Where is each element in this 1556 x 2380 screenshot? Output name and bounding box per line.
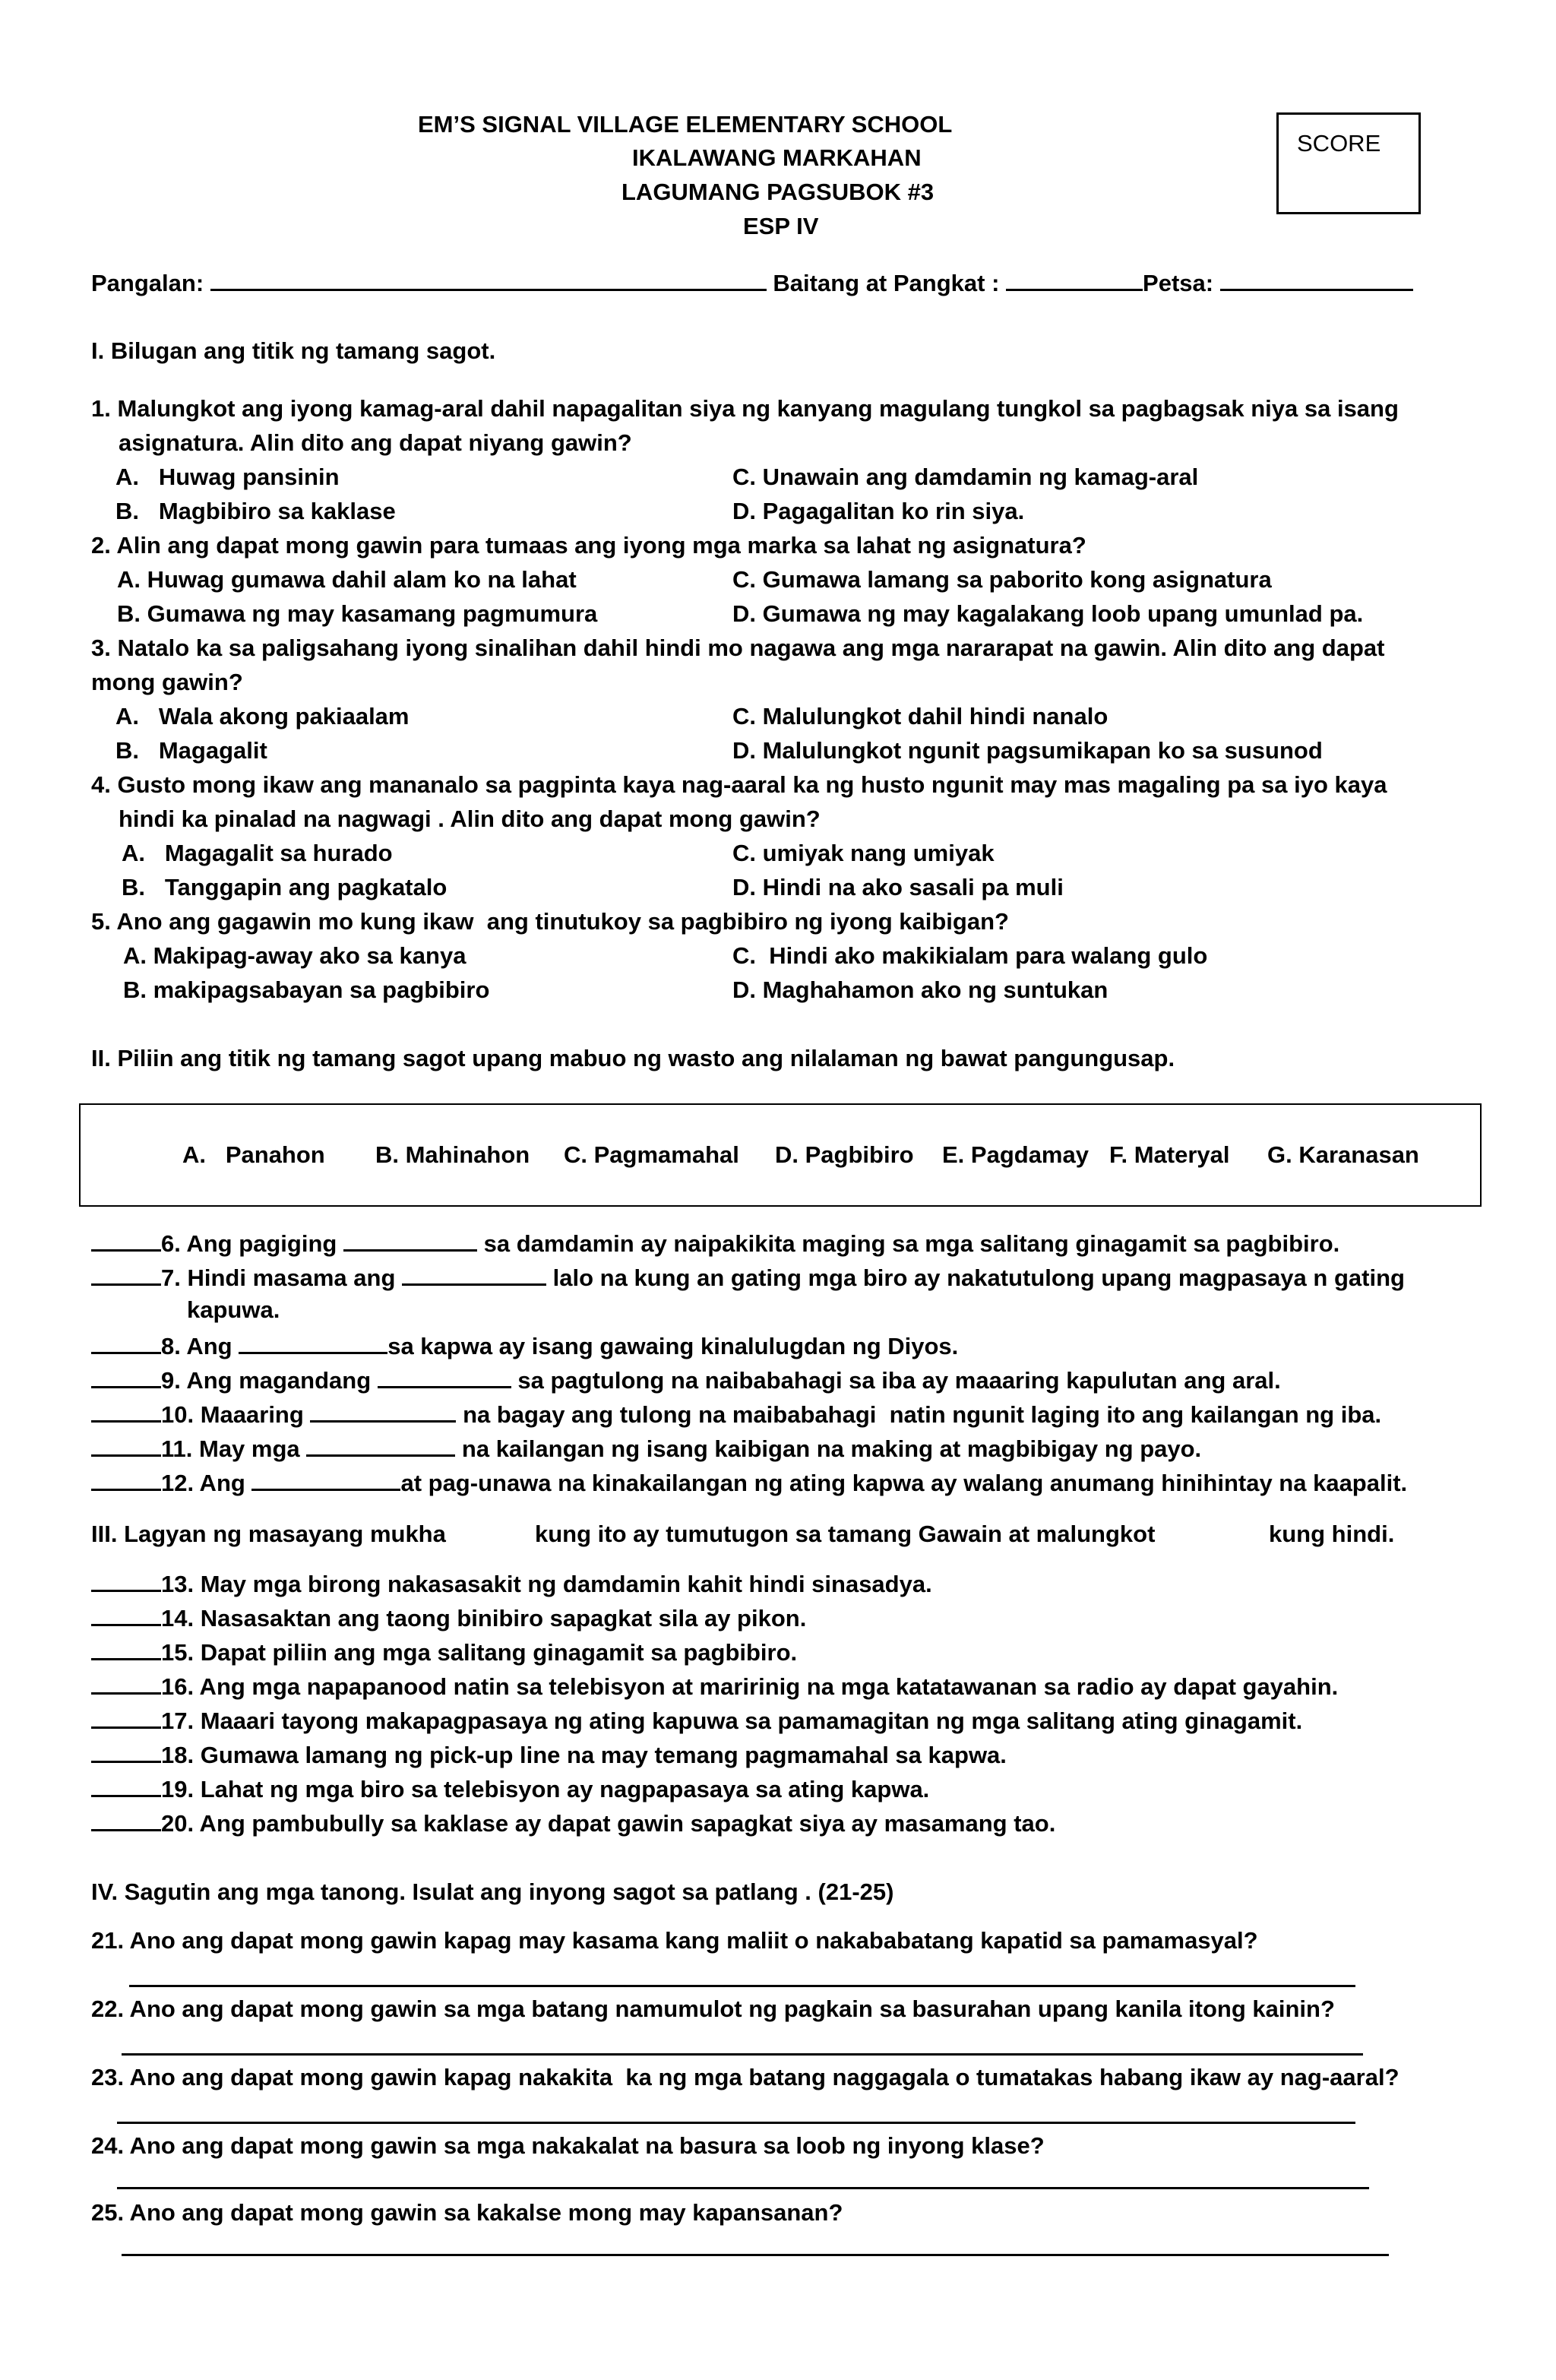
- answer-blank[interactable]: [91, 1366, 161, 1388]
- word-bank-choice-e: E. Pagdamay: [942, 1141, 1089, 1168]
- test-title: LAGUMANG PAGSUBOK #3: [621, 179, 935, 205]
- item-text: 6. Ang pagiging: [161, 1230, 337, 1257]
- q3-choice-d[interactable]: D. Malulungkot ngunit pagsumikapan ko sa susunod: [732, 737, 1323, 764]
- item-text: 10. Maaaring: [161, 1401, 304, 1428]
- part2-instruction: II. Piliin ang titik ng tamang sagot upang mabuo ng wasto ang nilalaman ng bawat pangungusap.: [91, 1045, 1175, 1071]
- item-20: [91, 1809, 1055, 1835]
- item-text: na kailangan ng isang kaibigan na making at magbibigay ng payo.: [461, 1435, 1202, 1462]
- fill-blank[interactable]: [343, 1230, 477, 1252]
- q1-choice-a[interactable]: A. Huwag pansinin: [115, 464, 340, 490]
- answer-blank[interactable]: [91, 1264, 161, 1286]
- item-18: [91, 1741, 1007, 1767]
- item-9: [91, 1366, 1281, 1392]
- question-23: 23. Ano ang dapat mong gawin kapag nakakita ka ng mga batang naggagala o tumatakas habang ikaw ay nag-aaral?: [91, 2064, 1399, 2090]
- question-22: 22. Ano ang dapat mong gawin sa mga batang namumulot ng pagkain sa basurahan upang kanila itong kainin?: [91, 1995, 1335, 2022]
- q1-text-cont: asignatura. Alin dito ang dapat niyang gawin?: [119, 429, 632, 456]
- answer-blank[interactable]: [91, 1673, 161, 1695]
- fill-blank[interactable]: [310, 1400, 456, 1423]
- q3-text: 3. Natalo ka sa paligsahang iyong sinalihan dahil hindi mo nagawa ang mga nararapat na gawin. Alin dito ang dapat: [91, 635, 1385, 661]
- answer-blank[interactable]: [91, 1638, 161, 1660]
- item-15: [91, 1638, 797, 1664]
- fill-blank[interactable]: [402, 1264, 546, 1286]
- q1-choice-d[interactable]: D. Pagagalitan ko rin siya.: [732, 498, 1025, 524]
- q4-text: 4. Gusto mong ikaw ang mananalo sa pagpinta kaya nag-aaral ka ng husto ngunit may mas magaling pa sa iyo kaya: [91, 771, 1387, 798]
- q4-choice-a[interactable]: A. Magagalit sa hurado: [122, 840, 393, 866]
- item-6: [91, 1230, 1339, 1255]
- answer-line-21[interactable]: [129, 1985, 1355, 1987]
- school-name: EM’S SIGNAL VILLAGE ELEMENTARY SCHOOL: [418, 111, 953, 138]
- item-text: 12. Ang: [161, 1470, 245, 1496]
- item-11: [91, 1435, 1201, 1461]
- answer-blank[interactable]: [91, 1435, 161, 1457]
- part3-instruction-end: kung hindi.: [1269, 1521, 1395, 1547]
- subject-title: ESP IV: [743, 213, 819, 239]
- q5-text: 5. Ano ang gagawin mo kung ikaw ang tinutukoy sa pagbibiro ng iyong kaibigan?: [91, 908, 1009, 935]
- q2-choice-c[interactable]: C. Gumawa lamang sa paborito kong asignatura: [732, 566, 1272, 593]
- answer-blank[interactable]: [91, 1775, 161, 1797]
- fill-blank[interactable]: [306, 1435, 455, 1457]
- word-bank-choice-a: A. Panahon: [182, 1141, 325, 1168]
- item-text: 13. May mga birong nakasasakit ng damdamin kahit hindi sinasadya.: [161, 1571, 932, 1597]
- q5-choice-d[interactable]: D. Maghahamon ako ng suntukan: [732, 976, 1108, 1003]
- name-label: Pangalan:: [91, 270, 204, 296]
- item-text: at pag-unawa na kinakailangan ng ating kapwa ay walang anumang hinihintay na kaapalit.: [400, 1470, 1408, 1496]
- part3-instruction: III. Lagyan ng masayang mukha: [91, 1521, 446, 1547]
- item-7-cont: kapuwa.: [187, 1296, 280, 1323]
- answer-blank[interactable]: [91, 1707, 161, 1729]
- q5-choice-a[interactable]: A. Makipag-away ako sa kanya: [123, 942, 466, 969]
- word-bank-choice-f: F. Materyal: [1109, 1141, 1230, 1168]
- fill-blank[interactable]: [251, 1469, 400, 1491]
- quarter-title: IKALAWANG MARKAHAN: [632, 144, 922, 171]
- grade-label: Baitang at Pangkat :: [773, 270, 1000, 296]
- item-text: 15. Dapat piliin ang mga salitang ginagamit sa pagbibiro.: [161, 1639, 798, 1666]
- q4-choice-b[interactable]: B. Tanggapin ang pagkatalo: [122, 874, 448, 900]
- answer-blank[interactable]: [91, 1570, 161, 1592]
- q4-choice-c[interactable]: C. umiyak nang umiyak: [732, 840, 995, 866]
- q4-text-cont: hindi ka pinalad na nagwagi . Alin dito ang dapat mong gawin?: [119, 805, 821, 832]
- part3-instruction-mid: kung ito ay tumutugon sa tamang Gawain at malungkot: [535, 1521, 1156, 1547]
- answer-blank[interactable]: [91, 1230, 161, 1252]
- name-field[interactable]: [210, 269, 767, 291]
- item-text: 20. Ang pambubully sa kaklase ay dapat gawin sapagkat siya ay masamang tao.: [161, 1810, 1056, 1837]
- item-text: 16. Ang mga napapanood natin sa telebisyon at maririnig na mga katatawanan sa radio ay dapat gayahin.: [161, 1673, 1339, 1700]
- q2-choice-b[interactable]: B. Gumawa ng may kasamang pagmumura: [117, 600, 598, 627]
- answer-blank[interactable]: [91, 1809, 161, 1831]
- item-text: sa pagtulong na naibabahagi sa iba ay maaaring kapulutan ang aral.: [517, 1367, 1281, 1394]
- answer-blank[interactable]: [91, 1332, 161, 1354]
- answer-blank[interactable]: [91, 1604, 161, 1626]
- part4-instruction: IV. Sagutin ang mga tanong. Isulat ang inyong sagot sa patlang . (21-25): [91, 1878, 894, 1905]
- answer-blank[interactable]: [91, 1400, 161, 1423]
- question-21: 21. Ano ang dapat mong gawin kapag may kasama kang maliit o nakababatang kapatid sa pamamasyal?: [91, 1927, 1258, 1954]
- q2-choice-a[interactable]: A. Huwag gumawa dahil alam ko na lahat: [117, 566, 577, 593]
- q5-choice-b[interactable]: B. makipagsabayan sa pagbibiro: [123, 976, 490, 1003]
- item-text: 11. May mga: [161, 1435, 300, 1462]
- score-box[interactable]: [1276, 112, 1421, 214]
- item-text: sa damdamin ay naipakikita maging sa mga salitang ginagamit sa pagbibiro.: [483, 1230, 1340, 1257]
- q2-choice-d[interactable]: D. Gumawa ng may kagalakang loob upang umunlad pa.: [732, 600, 1364, 627]
- grade-field[interactable]: [1006, 269, 1143, 291]
- answer-line-22[interactable]: [122, 2053, 1363, 2056]
- student-info-row: [91, 269, 1413, 295]
- answer-line-24[interactable]: [117, 2187, 1369, 2189]
- q3-choice-b[interactable]: B. Magagalit: [115, 737, 267, 764]
- item-17: [91, 1707, 1302, 1733]
- item-text: sa kapwa ay isang gawaing kinalulugdan ng Diyos.: [387, 1333, 959, 1359]
- fill-blank[interactable]: [378, 1366, 511, 1388]
- item-text: 7. Hindi masama ang: [161, 1264, 396, 1291]
- q1-text: 1. Malungkot ang iyong kamag-aral dahil napagalitan siya ng kanyang magulang tungkol sa pagbagsak niya sa isang: [91, 395, 1399, 422]
- item-text: na bagay ang tulong na maibabahagi natin ngunit laging ito ang kailangan ng iba.: [463, 1401, 1382, 1428]
- q3-choice-c[interactable]: C. Malulungkot dahil hindi nanalo: [732, 703, 1108, 730]
- part1-instruction: I. Bilugan ang titik ng tamang sagot.: [91, 337, 496, 364]
- item-text: lalo na kung an gating mga biro ay nakatutulong upang magpasaya n gating: [552, 1264, 1405, 1291]
- item-text: 9. Ang magandang: [161, 1367, 372, 1394]
- q5-choice-c[interactable]: C. Hindi ako makikialam para walang gulo: [732, 942, 1208, 969]
- item-text: 17. Maaari tayong makapagpasaya ng ating kapuwa sa pamamagitan ng mga salitang ating ginagamit.: [161, 1707, 1303, 1734]
- word-bank-choice-g: G. Karanasan: [1267, 1141, 1419, 1168]
- date-label: Petsa:: [1143, 270, 1214, 296]
- item-10: [91, 1400, 1381, 1426]
- item-7: [91, 1264, 1405, 1290]
- q3-text-cont: mong gawin?: [91, 669, 243, 695]
- question-24: 24. Ano ang dapat mong gawin sa mga nakakalat na basura sa loob ng inyong klase?: [91, 2132, 1045, 2159]
- score-label: SCORE: [1297, 130, 1381, 157]
- answer-blank[interactable]: [91, 1469, 161, 1491]
- item-text: 14. Nasasaktan ang taong binibiro sapagkat sila ay pikon.: [161, 1605, 807, 1632]
- q1-choice-c[interactable]: C. Unawain ang damdamin ng kamag-aral: [732, 464, 1199, 490]
- word-bank-choice-b: B. Mahinahon: [375, 1141, 530, 1168]
- item-text: 8. Ang: [161, 1333, 232, 1359]
- item-text: 19. Lahat ng mga biro sa telebisyon ay nagpapasaya sa ating kapwa.: [161, 1776, 930, 1802]
- item-text: 18. Gumawa lamang ng pick-up line na may temang pagmamahal sa kapwa.: [161, 1742, 1007, 1768]
- answer-blank[interactable]: [91, 1741, 161, 1763]
- date-field[interactable]: [1220, 269, 1413, 291]
- item-14: [91, 1604, 806, 1630]
- item-16: [91, 1673, 1338, 1698]
- word-bank-choice-c: C. Pagmamahal: [564, 1141, 739, 1168]
- q3-choice-a[interactable]: A. Wala akong pakiaalam: [115, 703, 410, 730]
- q1-choice-b[interactable]: B. Magbibiro sa kaklase: [115, 498, 396, 524]
- q2-text: 2. Alin ang dapat mong gawin para tumaas ang iyong mga marka sa lahat ng asignatura?: [91, 532, 1086, 559]
- answer-line-25[interactable]: [122, 2254, 1389, 2256]
- fill-blank[interactable]: [239, 1332, 387, 1354]
- item-19: [91, 1775, 929, 1801]
- item-8: [91, 1332, 958, 1358]
- question-25: 25. Ano ang dapat mong gawin sa kakalse mong may kapansanan?: [91, 2199, 843, 2226]
- word-bank-choice-d: D. Pagbibiro: [775, 1141, 914, 1168]
- answer-line-23[interactable]: [117, 2122, 1355, 2124]
- word-bank-box: [79, 1103, 1482, 1207]
- q4-choice-d[interactable]: D. Hindi na ako sasali pa muli: [732, 874, 1064, 900]
- item-12: [91, 1469, 1407, 1495]
- item-13: [91, 1570, 932, 1596]
